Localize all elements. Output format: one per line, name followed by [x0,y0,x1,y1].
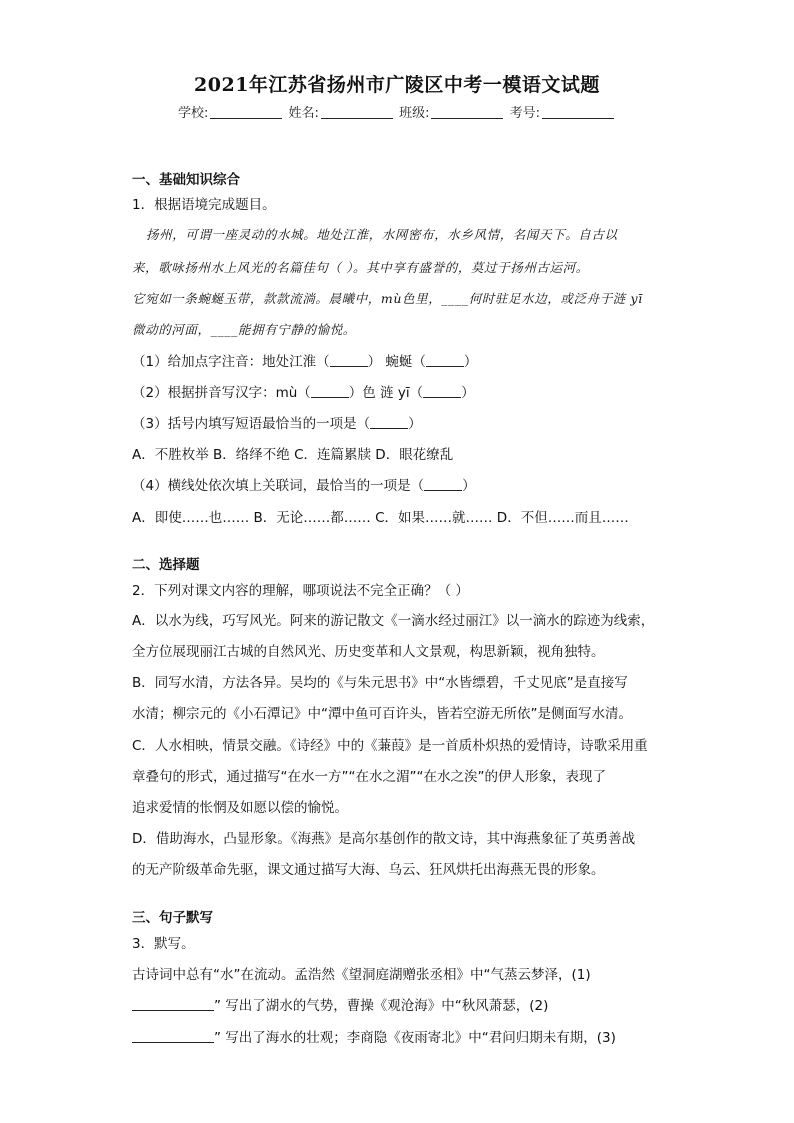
question-3-line-1: 古诗词中总有“水”在流动。孟浩然《望洞庭湖赠张丞相》中“气蒸云梦泽，(1) [132,967,591,983]
question-2: 2．下列对课文内容的理解，哪项说法不完全正确？（ ） [132,583,469,599]
sub-question-4-text: （4）横线处依次填上关联词，最恰当的一项是（ [132,478,425,494]
sub-question-2-mid: ）色 涟 yī（ [348,385,424,401]
question-2-line-6: 章叠句的形式，通过描写“在水一方”“在水之湄”“在水之涘”的伊人形象，表现了 [132,769,606,785]
passage-line-3: 它宛如一条蜿蜒玉带，款款流淌。晨曦中，mù色里，____何时驻足水边，或泛舟于涟 yī [132,291,643,306]
question-2-line-1: A．以水为线，巧写风光。阿来的游记散文《一滴水经过丽江》以一滴水的踪迹为线索， [132,613,655,629]
answer-blank-dictation-2[interactable] [132,1030,214,1043]
class-blank[interactable] [431,105,503,119]
section-heading-1: 一、基础知识综合 [132,172,240,188]
name-label: 姓名: [288,106,319,121]
sub-question-4-end: ） [462,478,476,494]
answer-blank-1a[interactable] [330,354,368,367]
question-2-line-9: 的无产阶级革命先驱，课文通过描写大海、乌云、狂风烘托出海燕无畏的形象。 [132,862,605,878]
school-label: 学校: [178,106,209,121]
question-3-line-3 [132,1026,616,1046]
sub-question-1-text: （1）给加点字注音：地处江淮（ [132,354,330,370]
question-3-line-2-text: ” 写出了湖水的气势，曹操《观沧海》中“秋风萧瑟，(2) [214,998,549,1014]
question-2-line-8: D．借助海水，凸显形象。《海燕》是高尔基创作的散文诗，其中海燕象征了英勇善战 [132,831,636,847]
passage-line-2: 来，歌咏扬州水上风光的名篇佳句（ ）。其中享有盛誉的，莫过于扬州古运河。 [132,260,589,275]
answer-blank-3[interactable] [370,416,408,429]
name-blank[interactable] [321,105,393,119]
answer-blank-4[interactable] [424,478,462,491]
question-2-line-7: 追求爱情的怅惘及如愿以偿的愉悦。 [132,800,348,816]
section-heading-3: 三、句子默写 [132,910,213,926]
question-3-line-2 [132,994,548,1014]
sub-question-1-mid: ） 蜿蜒（ [367,354,426,370]
sub-question-3-options: A．不胜枚举 B．络绎不绝 C．连篇累牍 D．眼花缭乱 [132,447,454,463]
sub-question-2 [132,381,475,401]
question-2-line-5: C．人水相映，情景交融。《诗经》中的《蒹葭》是一首质朴炽热的爱情诗，诗歌采用重 [132,738,648,754]
sub-question-3-text: （3）括号内填写短语最恰当的一项是（ [132,416,371,432]
student-info-line [0,102,794,121]
question-3-line-3-text: ” 写出了海水的壮观；李商隐《夜雨寄北》中“君问归期未有期，(3) [214,1030,616,1046]
sub-question-3-end: ） [408,416,422,432]
question-2-line-3: B．同写水清，方法各异。吴均的《与朱元思书》中“水皆缥碧，千丈见底”是直接写 [132,675,628,691]
sub-question-4-options: A．即使……也…… B．无论……都…… C．如果……就…… D．不但……而且…… [132,510,629,526]
number-blank[interactable] [542,105,614,119]
answer-blank-2b[interactable] [423,385,461,398]
number-label: 考号: [509,106,540,121]
school-blank[interactable] [210,105,282,119]
sub-question-1 [132,350,477,370]
question-3: 3．默写。 [132,936,195,952]
exam-title: 2021年江苏省扬州市广陵区中考一模语文试题 [194,74,600,96]
answer-blank-dictation-1[interactable] [132,998,214,1011]
class-label: 班级: [399,106,430,121]
answer-blank-1b[interactable] [426,354,464,367]
section-heading-2: 二、选择题 [132,557,200,573]
answer-blank-2a[interactable] [311,385,349,398]
question-2-line-2: 全方位展现丽江古城的自然风光、历史变革和人文景观，构思新颖，视角独特。 [132,644,605,660]
question-2-line-4: 水清；柳宗元的《小石潭记》中“潭中鱼可百许头，皆若空游无所依”是侧面写水清。 [132,706,632,722]
sub-question-2-end: ） [461,385,475,401]
sub-question-4 [132,474,476,494]
sub-question-3 [132,412,422,432]
question-1: 1．根据语境完成题目。 [132,197,276,213]
passage-line-1: 扬州，可谓一座灵动的水城。地处江淮，水网密布，水乡风情，名闻天下。自古以 [146,227,618,242]
passage-line-4: 微动的河面，____能拥有宁静的愉悦。 [132,322,356,337]
sub-question-2-text: （2）根据拼音写汉字：mù（ [132,385,311,401]
sub-question-1-end: ） [463,354,478,370]
